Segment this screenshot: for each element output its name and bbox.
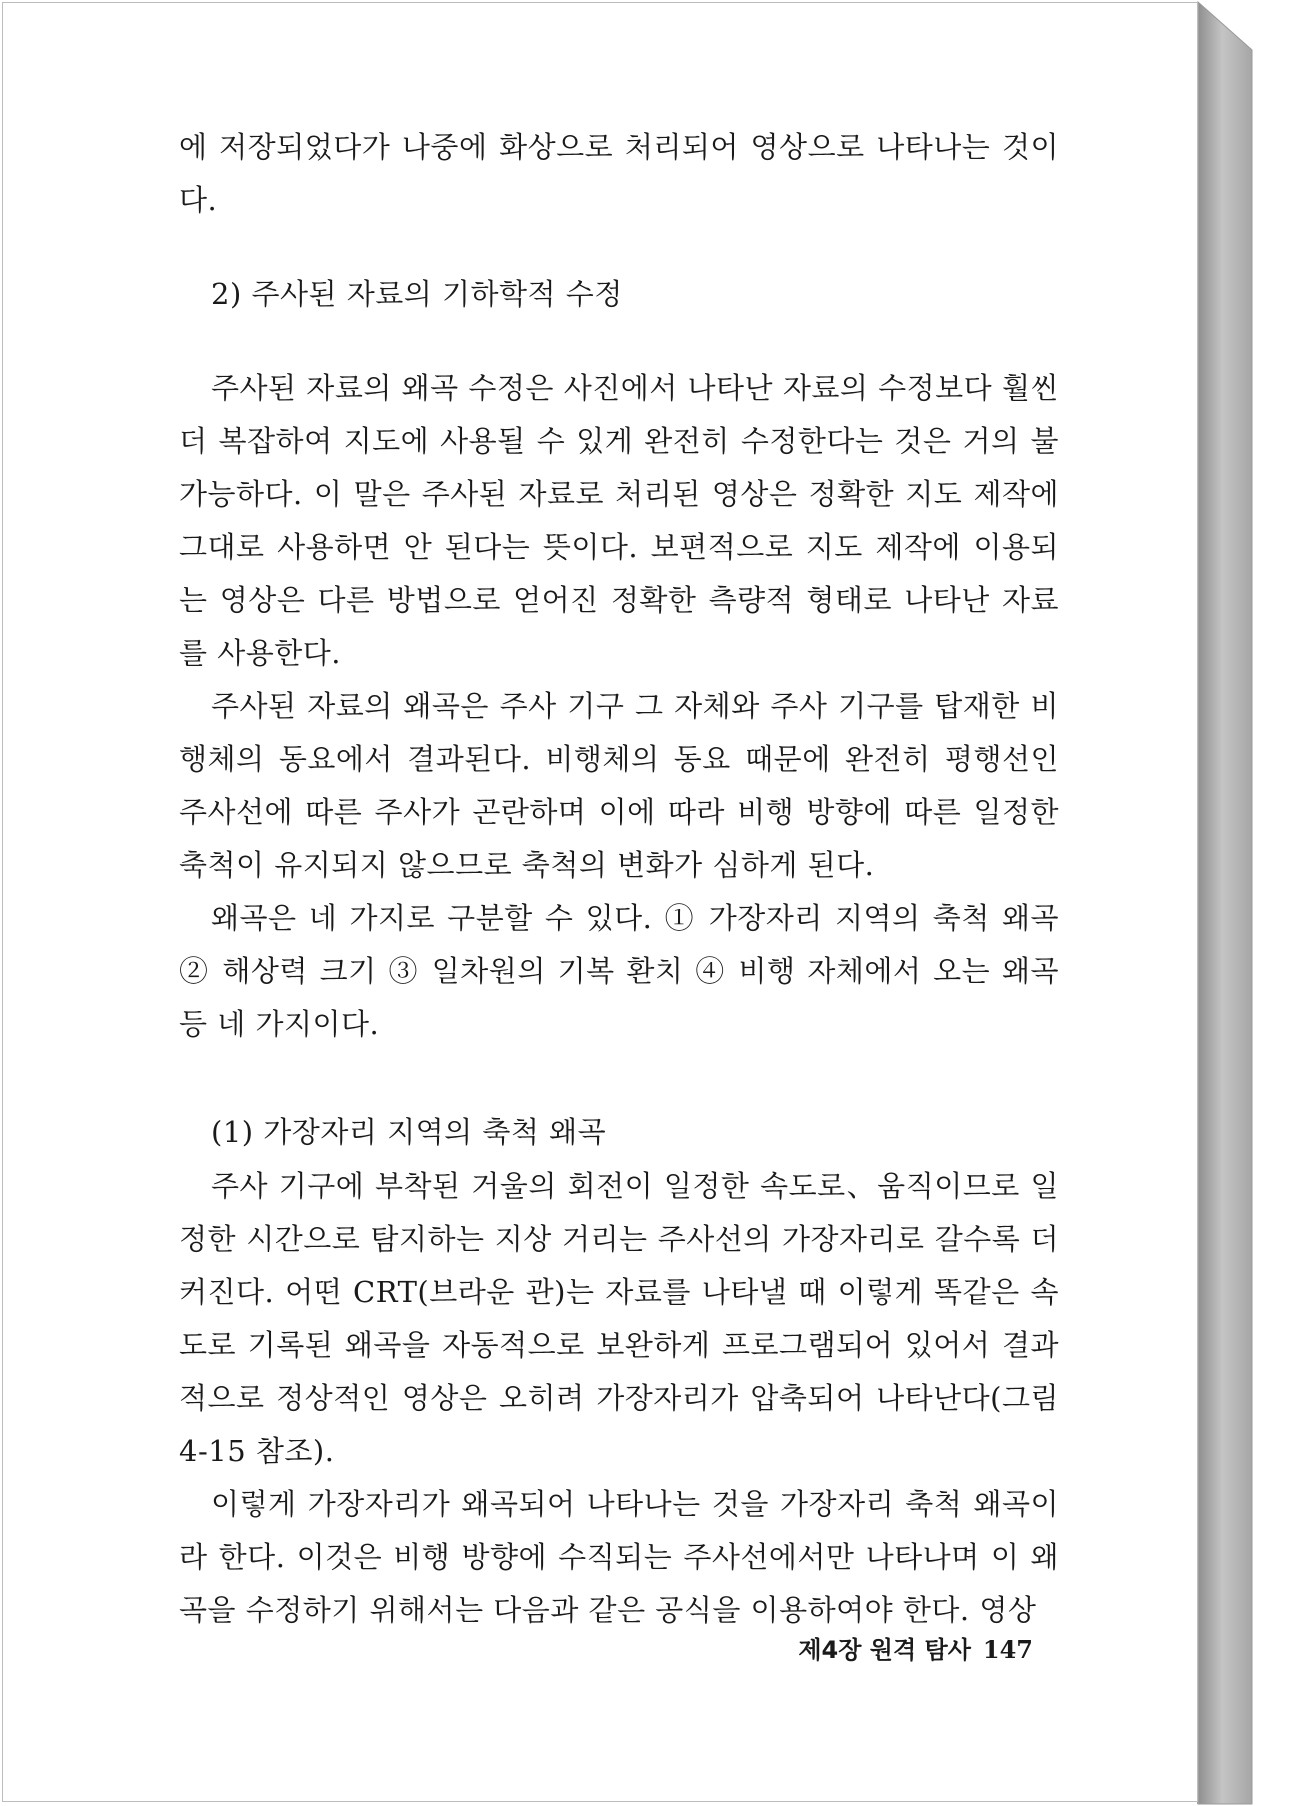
section-heading: 2) 주사된 자료의 기하학적 수정 xyxy=(211,277,623,311)
subsection-heading: (1) 가장자리 지역의 축척 왜곡 xyxy=(211,1115,607,1149)
running-footer xyxy=(3,1630,1033,1665)
chapter-title: 제4장 원격 탐사 xyxy=(798,1636,971,1664)
paragraph: 주사된 자료의 왜곡은 주사 기구 그 자체와 주사 기구를 탑재한 비행체의 동요에서 결과된다. 비행체의 동요 때문에 완전히 평행선인 주사선에 따른 주사가 곤란하며 이에 따라 비행 방향에 따른 일정한 축척이 유지되지 않으므로 축척의 변화가 심하게 된다. xyxy=(179,689,1059,882)
paragraph: 왜곡은 네 가지로 구분할 수 있다. ① 가장자리 지역의 축척 왜곡 ② 해상력 크기 ③ 일차원의 기복 환치 ④ 비행 자체에서 오는 왜곡 등 네 가지이다. xyxy=(179,901,1059,1041)
paragraph: 주사된 자료의 왜곡 수정은 사진에서 나타난 자료의 수정보다 훨씬 더 복잡하여 지도에 사용될 수 있게 완전히 수정한다는 것은 거의 불가능하다. 이 말은 주사된 자료로 처리된 영상은 정확한 지도 제작에 그대로 사용하면 안 된다는 뜻이다. 보편적으로 지도 제작에 이용되는 영상은 다른 방법으로 얻어진 정확한 측량적 형태로 나타난 자료를 사용한다. xyxy=(179,371,1059,670)
page-body xyxy=(179,121,1059,1637)
book-page xyxy=(2,2,1198,1802)
paragraph: 주사 기구에 부착된 거울의 회전이 일정한 속도로、움직이므로 일정한 시간으로 탐지하는 지상 거리는 주사선의 가장자리로 갈수록 더 커진다. 어떤 CRT(브라운 관)는 자료를 나타낼 때 이렇게 똑같은 속도로 기록된 왜곡을 자동적으로 보완하게 프로그램되어 있어서 결과적으로 정상적인 영상은 오히려 가장자리가 압축되어 나타난다(그림 4-15 참조). xyxy=(179,1169,1059,1468)
paragraph: 이렇게 가장자리가 왜곡되어 나타나는 것을 가장자리 축척 왜곡이라 한다. 이것은 비행 방향에 수직되는 주사선에서만 나타나며 이 왜곡을 수정하기 위해서는 다음과 같은 공식을 이용하여야 한다. 영상 xyxy=(179,1487,1059,1627)
page-number: 147 xyxy=(982,1635,1033,1664)
continuation-line: 에 저장되었다가 나중에 화상으로 처리되어 영상으로 나타나는 것이다. xyxy=(179,130,1059,217)
